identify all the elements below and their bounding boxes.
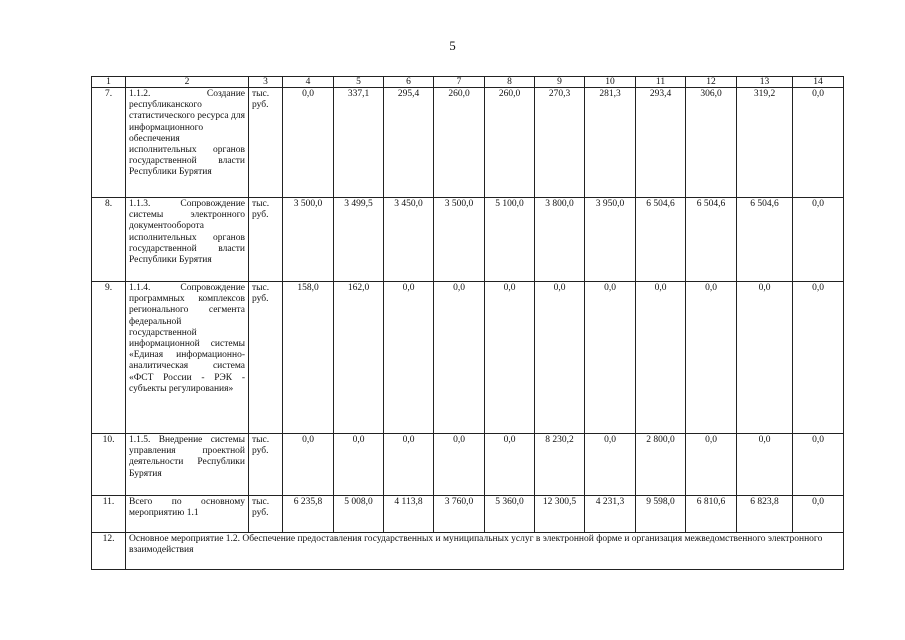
value-cell: 6 504,6 <box>737 198 793 282</box>
table-row <box>92 282 844 434</box>
value-cell: 2 800,0 <box>636 434 686 496</box>
value-cell: 0,0 <box>793 88 844 198</box>
value-cell: 306,0 <box>686 88 737 198</box>
value-cell: 0,0 <box>793 496 844 533</box>
row-unit: тыс. руб. <box>249 496 283 533</box>
header-cell: 14 <box>793 77 844 88</box>
value-cell: 158,0 <box>283 282 334 434</box>
value-cell: 0,0 <box>737 434 793 496</box>
value-cell: 270,3 <box>535 88 585 198</box>
row-unit: тыс. руб. <box>249 198 283 282</box>
value-cell: 0,0 <box>585 282 636 434</box>
value-cell: 3 450,0 <box>384 198 434 282</box>
value-cell: 260,0 <box>434 88 485 198</box>
value-cell: 0,0 <box>636 282 686 434</box>
value-cell: 281,3 <box>585 88 636 198</box>
header-cell: 8 <box>485 77 535 88</box>
table-row <box>92 496 844 533</box>
header-cell: 13 <box>737 77 793 88</box>
row-unit: тыс. руб. <box>249 88 283 198</box>
row-index: 7. <box>92 88 126 198</box>
value-cell: 0,0 <box>384 434 434 496</box>
value-cell: 0,0 <box>686 434 737 496</box>
value-cell: 0,0 <box>535 282 585 434</box>
row-name: 1.1.2. Создание республиканского статистического ресурса для информационного обеспечения исполнительных органов государственной власти Республики Бурятия <box>126 88 249 198</box>
value-cell: 0,0 <box>793 282 844 434</box>
value-cell: 0,0 <box>334 434 384 496</box>
value-cell: 0,0 <box>793 434 844 496</box>
value-cell: 3 500,0 <box>434 198 485 282</box>
value-cell: 0,0 <box>585 434 636 496</box>
value-cell: 12 300,5 <box>535 496 585 533</box>
row-index: 12. <box>92 533 126 570</box>
value-cell: 4 113,8 <box>384 496 434 533</box>
value-cell: 337,1 <box>334 88 384 198</box>
row-unit: тыс. руб. <box>249 282 283 434</box>
header-cell: 4 <box>283 77 334 88</box>
value-cell: 0,0 <box>384 282 434 434</box>
row-unit: тыс. руб. <box>249 434 283 496</box>
value-cell: 0,0 <box>686 282 737 434</box>
row-name: 1.1.3. Сопровождение системы электронного документооборота исполнительных органов государственной власти Республики Бурятия <box>126 198 249 282</box>
header-cell: 1 <box>92 77 126 88</box>
header-cell: 10 <box>585 77 636 88</box>
header-row <box>92 77 844 88</box>
table-row <box>92 198 844 282</box>
value-cell: 6 504,6 <box>686 198 737 282</box>
value-cell: 293,4 <box>636 88 686 198</box>
header-cell: 5 <box>334 77 384 88</box>
header-cell: 6 <box>384 77 434 88</box>
value-cell: 319,2 <box>737 88 793 198</box>
value-cell: 260,0 <box>485 88 535 198</box>
value-cell: 0,0 <box>434 434 485 496</box>
value-cell: 4 231,3 <box>585 496 636 533</box>
header-cell: 3 <box>249 77 283 88</box>
row-name: 1.1.5. Внедрение системы управления проектной деятельности Республики Бурятия <box>126 434 249 496</box>
value-cell: 3 950,0 <box>585 198 636 282</box>
header-cell: 9 <box>535 77 585 88</box>
value-cell: 6 235,8 <box>283 496 334 533</box>
value-cell: 3 499,5 <box>334 198 384 282</box>
value-cell: 8 230,2 <box>535 434 585 496</box>
row-index: 11. <box>92 496 126 533</box>
value-cell: 9 598,0 <box>636 496 686 533</box>
value-cell: 5 360,0 <box>485 496 535 533</box>
header-cell: 7 <box>434 77 485 88</box>
header-cell: 2 <box>126 77 249 88</box>
value-cell: 0,0 <box>485 434 535 496</box>
value-cell: 0,0 <box>434 282 485 434</box>
section-title: Основное мероприятие 1.2. Обеспечение предоставления государственных и муниципальных услуг в электронной форме и организация межведомственного электронного взаимодействия <box>126 533 844 570</box>
value-cell: 3 800,0 <box>535 198 585 282</box>
value-cell: 0,0 <box>793 198 844 282</box>
value-cell: 6 504,6 <box>636 198 686 282</box>
value-cell: 0,0 <box>283 88 334 198</box>
row-index: 10. <box>92 434 126 496</box>
row-name: Всего по основному мероприятию 1.1 <box>126 496 249 533</box>
value-cell: 3 500,0 <box>283 198 334 282</box>
row-name: 1.1.4. Сопровождение программных комплексов регионального сегмента федеральной государственной информационной системы «Единая информационно-аналитическая система «ФСТ России - РЭК - субъекты регулирования» <box>126 282 249 434</box>
row-index: 9. <box>92 282 126 434</box>
value-cell: 6 810,6 <box>686 496 737 533</box>
budget-table <box>91 76 844 570</box>
row-index: 8. <box>92 198 126 282</box>
value-cell: 295,4 <box>384 88 434 198</box>
value-cell: 3 760,0 <box>434 496 485 533</box>
value-cell: 162,0 <box>334 282 384 434</box>
value-cell: 0,0 <box>485 282 535 434</box>
value-cell: 5 100,0 <box>485 198 535 282</box>
header-cell: 12 <box>686 77 737 88</box>
table-row <box>92 88 844 198</box>
section-row <box>92 533 844 570</box>
value-cell: 0,0 <box>737 282 793 434</box>
table-row <box>92 434 844 496</box>
header-cell: 11 <box>636 77 686 88</box>
value-cell: 0,0 <box>283 434 334 496</box>
value-cell: 5 008,0 <box>334 496 384 533</box>
value-cell: 6 823,8 <box>737 496 793 533</box>
page-number: 5 <box>449 38 456 53</box>
